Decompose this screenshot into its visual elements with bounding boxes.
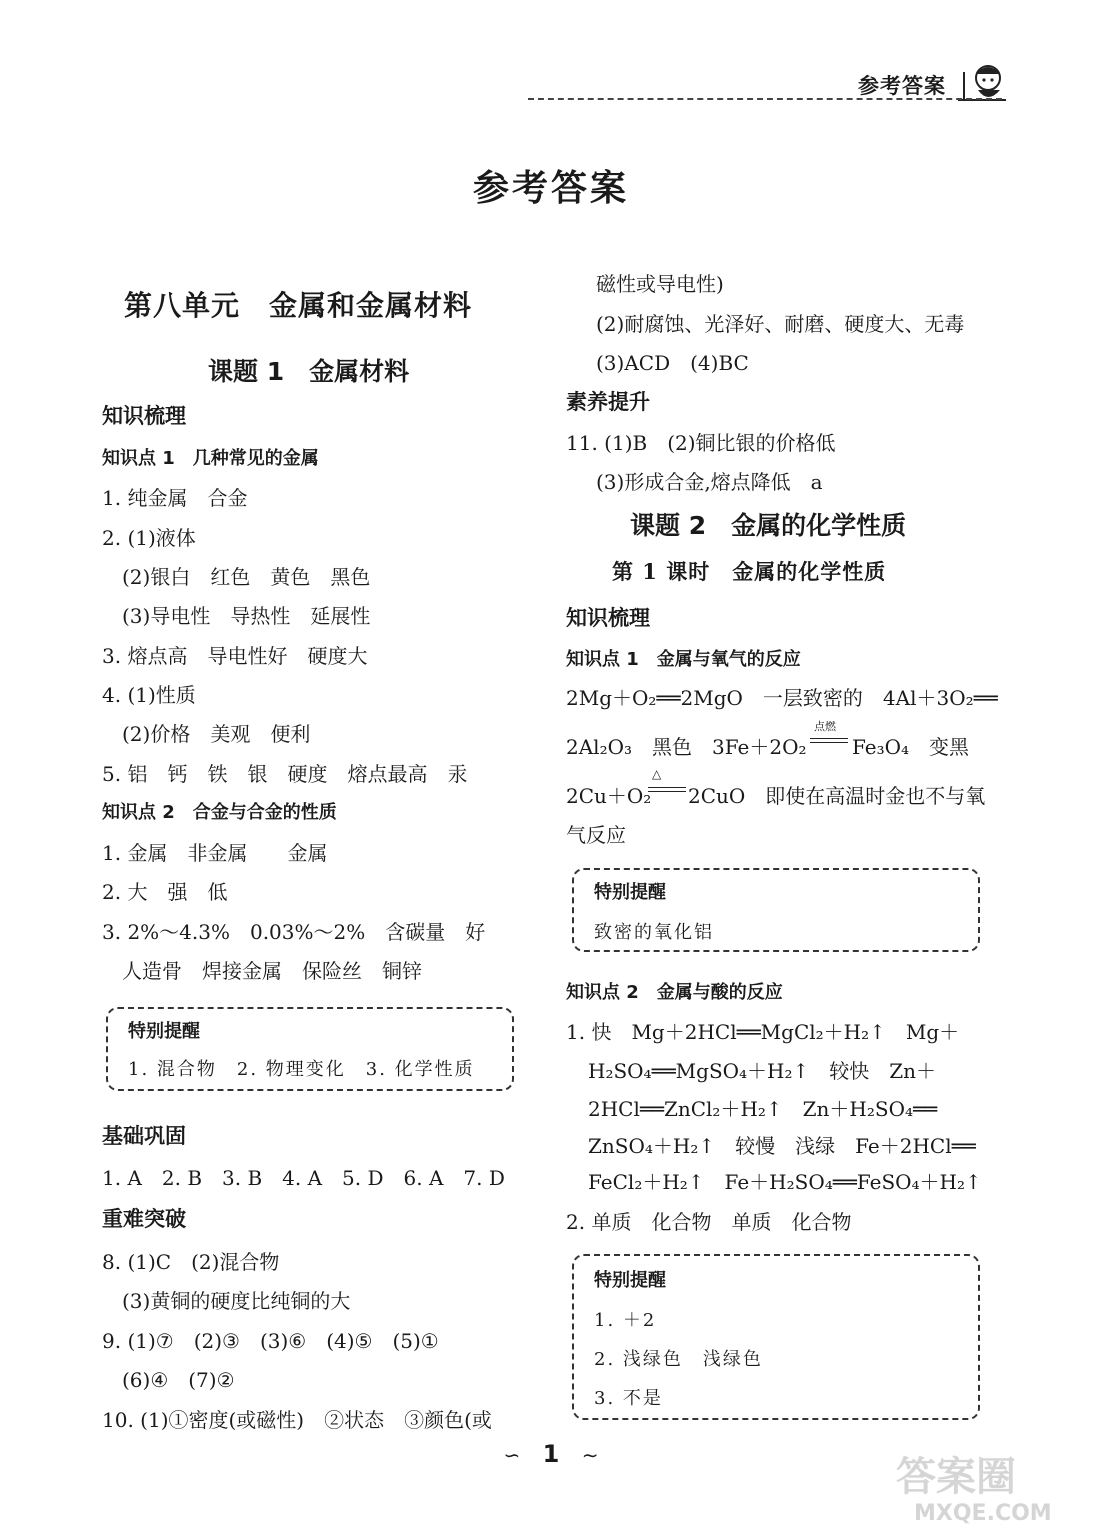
equation-line: H₂SO₄══MgSO₄＋H₂↑ 较快 Zn＋	[588, 1059, 937, 1083]
page-title: 参考答案	[472, 168, 629, 209]
box-text: 致密的氧化铝	[594, 922, 714, 943]
knowledge-point-heading: 知识点 2 合金与合金的性质	[102, 802, 337, 823]
answer-line: 10. (1)①密度(或磁性) ②状态 ③颜色(或	[102, 1408, 492, 1432]
knowledge-point-heading: 知识点 1 金属与氧气的反应	[566, 649, 801, 670]
equals-bar	[648, 791, 686, 792]
answer-line: 2. (1)液体	[102, 526, 196, 550]
answer-line: (2)耐腐蚀、光泽好、耐磨、硬度大、无毒	[596, 312, 965, 336]
answer-line: (6)④ (7)②	[122, 1368, 235, 1392]
answer-line: 3. 熔点高 导电性好 硬度大	[102, 644, 368, 668]
box-item: 2. 浅绿色 浅绿色	[594, 1349, 763, 1370]
box-item: 1. ＋2	[594, 1310, 657, 1331]
answer-line: (3)黄铜的硬度比纯铜的大	[122, 1289, 351, 1313]
unit-title: 第八单元 金属和金属材料	[124, 289, 473, 322]
answer-line: 9. (1)⑦ (2)③ (3)⑥ (4)⑤ (5)①	[102, 1329, 439, 1353]
lesson-title: 课题 1 金属材料	[208, 357, 410, 386]
equation-line: ZnSO₄＋H₂↑ 较慢 浅绿 Fe＋2HCl══	[588, 1134, 976, 1158]
equation-line: 2CuO 即使在高温时金也不与氧	[688, 784, 986, 808]
box-item: 3. 不是	[594, 1388, 663, 1409]
answer-line: 1. 金属 非金属 金属	[102, 841, 328, 865]
equation-line: 2Al₂O₃ 黑色 3Fe＋2O₂	[566, 735, 807, 759]
wave-ornament-icon: ∼	[581, 1443, 599, 1467]
answer-line: (3)ACD (4)BC	[596, 351, 749, 375]
special-reminder-box	[572, 1254, 980, 1420]
answer-line: 3. 2%～4.3% 0.03%～2% 含碳量 好	[102, 920, 486, 944]
answer-line: 气反应	[566, 823, 626, 847]
box-title: 特别提醒	[128, 1021, 200, 1042]
equation-line: 2HCl══ZnCl₂＋H₂↑ Zn＋H₂SO₄══	[588, 1097, 938, 1121]
answer-line: 2. 大 强 低	[102, 880, 228, 904]
section-heading: 知识梳理	[566, 606, 650, 630]
box-title: 特别提醒	[594, 1270, 666, 1291]
equals-bar	[648, 787, 686, 788]
header-dashed-rule	[528, 98, 1002, 100]
equation-line: Fe₃O₄ 变黑	[852, 735, 970, 759]
header-label: 参考答案	[858, 74, 946, 98]
box-title: 特别提醒	[594, 882, 666, 903]
svg-text:答案圈: 答案圈	[896, 1454, 1016, 1500]
knowledge-point-heading: 知识点 2 金属与酸的反应	[566, 982, 783, 1003]
answer-line: 1. 纯金属 合金	[102, 486, 248, 510]
box-text: 1. 混合物 2. 物理变化 3. 化学性质	[128, 1059, 475, 1080]
answer-line: 1. A 2. B 3. B 4. A 5. D 6. A 7. D	[102, 1166, 505, 1190]
section-heading: 知识梳理	[102, 404, 186, 428]
answer-line: 11. (1)B (2)铜比银的价格低	[566, 431, 836, 455]
answer-line: 8. (1)C (2)混合物	[102, 1250, 280, 1274]
answer-line: 人造骨 焊接金属 保险丝 铜锌	[122, 959, 422, 983]
watermark-logo	[884, 1438, 1084, 1528]
answer-line: (3)形成合金,熔点降低 a	[596, 470, 823, 494]
answer-line: 磁性或导电性)	[596, 272, 724, 296]
page-number: 1	[542, 1440, 560, 1468]
knowledge-point-heading: 知识点 1 几种常见的金属	[102, 448, 319, 469]
special-reminder-box	[106, 1007, 514, 1091]
equation-line: 2Mg＋O₂══2MgO 一层致密的 4Al＋3O₂══	[566, 686, 998, 710]
period-title: 第 1 课时 金属的化学性质	[612, 559, 887, 584]
section-heading: 素养提升	[566, 390, 650, 414]
equation-line: 2Cu＋O₂	[566, 784, 652, 808]
section-heading: 重难突破	[102, 1207, 186, 1231]
svg-text:MXQE.COM: MXQE.COM	[914, 1501, 1052, 1526]
answer-line: (3)导电性 导热性 延展性	[122, 604, 371, 628]
wave-ornament-icon: ∽	[503, 1443, 521, 1467]
equation-line: FeCl₂＋H₂↑ Fe＋H₂SO₄══FeSO₄＋H₂↑	[588, 1170, 982, 1194]
equals-bar	[810, 742, 848, 743]
equals-bar	[810, 738, 848, 739]
answer-line: 2. 单质 化合物 单质 化合物	[566, 1210, 852, 1234]
reaction-condition: 点燃	[814, 720, 836, 733]
equation-line: 1. 快 Mg＋2HCl══MgCl₂＋H₂↑ Mg＋	[566, 1020, 960, 1044]
answer-line: (2)价格 美观 便利	[122, 722, 311, 746]
lesson-title: 课题 2 金属的化学性质	[630, 511, 907, 540]
answer-line: 5. 铝 钙 铁 银 硬度 熔点最高 汞	[102, 762, 468, 786]
special-reminder-box	[572, 868, 980, 952]
section-heading: 基础巩固	[102, 1124, 186, 1148]
answer-line: (2)银白 红色 黄色 黑色	[122, 565, 371, 589]
answer-line: 4. (1)性质	[102, 683, 196, 707]
reaction-condition: △	[652, 767, 662, 781]
